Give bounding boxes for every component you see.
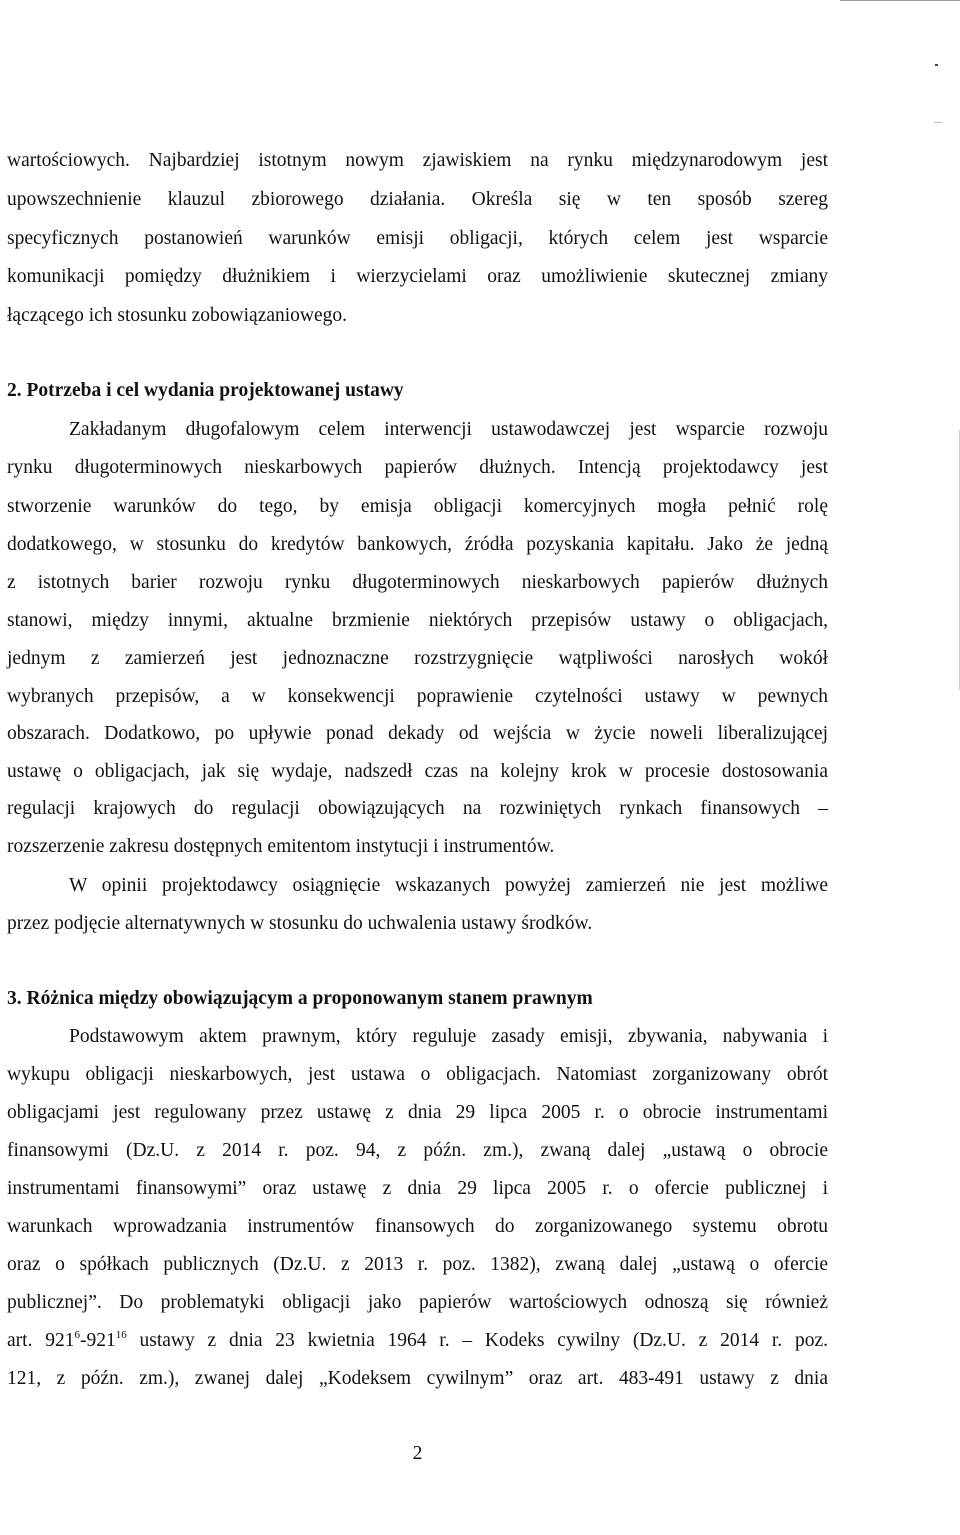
art-pre: art. 921 (7, 1330, 75, 1351)
text-line: instrumentami finansowymi” oraz ustawę z dnia 29 lipca 2005 r. o ofercie publicznej i (7, 1178, 828, 1199)
scan-dash (934, 122, 942, 123)
page-number: 2 (412, 1443, 423, 1464)
text-line: 121, z późn. zm.), zwanej dalej „Kodeksem cywilnym” oraz art. 483-491 ustawy z dnia (7, 1368, 828, 1389)
text-line: obligacjami jest regulowany przez ustawę z dnia 29 lipca 2005 r. o obrocie instrumentami (7, 1102, 828, 1123)
text-line: wybranych przepisów, a w konsekwencji poprawienie czytelności ustawy w pewnych (7, 686, 828, 707)
text-line: łączącego ich stosunku zobowiązaniowego. (7, 305, 348, 326)
scan-edge-line (840, 0, 960, 1)
text-line: Podstawowym aktem prawnym, który reguluje zasady emisji, zbywania, nabywania i (69, 1026, 828, 1047)
text-line: oraz o spółkach publicznych (Dz.U. z 2013 r. poz. 1382), zwaną dalej „ustawą o ofercie (7, 1254, 828, 1275)
text-line: ustawę o obligacjach, jak się wydaje, nadszedł czas na kolejny krok w procesie dostosowania (7, 761, 828, 782)
text-line: publicznej”. Do problematyki obligacji jako papierów wartościowych odnoszą się również (7, 1292, 828, 1313)
text-line: wykupu obligacji nieskarbowych, jest ustawa o obligacjach. Natomiast zorganizowany obrót (7, 1064, 828, 1085)
art-mid: -921 (79, 1330, 116, 1351)
text-line: finansowymi (Dz.U. z 2014 r. poz. 94, z późn. zm.), zwaną dalej „ustawą o obrocie (7, 1140, 828, 1161)
text-line: jednym z zamierzeń jest jednoznaczne rozstrzygnięcie wątpliwości narosłych wokół (7, 648, 828, 669)
art-post: ustawy z dnia 23 kwietnia 1964 r. – Kodeks cywilny (Dz.U. z 2014 r. poz. (126, 1330, 828, 1351)
text-line: z istotnych barier rozwoju rynku długoterminowych nieskarbowych papierów dłużnych (7, 572, 828, 593)
text-line: W opinii projektodawcy osiągnięcie wskazanych powyżej zamierzeń nie jest możliwe (69, 875, 828, 896)
art-superscript-2: 16 (115, 1329, 127, 1341)
text-line: Zakładanym długofalowym celem interwencji ustawodawczej jest wsparcie rozwoju (69, 419, 828, 440)
text-line: rozszerzenie zakresu dostępnych emitentom instytucji i instrumentów. (7, 836, 555, 857)
scan-speck (935, 64, 938, 66)
text-line: rynku długoterminowych nieskarbowych papierów dłużnych. Intencją projektodawcy jest (7, 457, 828, 478)
text-line: stworzenie warunków do tego, by emisja obligacji komercyjnych mogła pełnić rolę (7, 496, 828, 517)
text-line: upowszechnienie klauzul zbiorowego działania. Określa się w ten sposób szereg (7, 189, 828, 210)
text-line: obszarach. Dodatkowo, po upływie ponad dekady od wejścia w życie noweli liberalizującej (7, 723, 828, 744)
section-heading-3: 3. Różnica między obowiązującym a proponowanym stanem prawnym (7, 988, 593, 1009)
text-line: stanowi, między innymi, aktualne brzmienie niektórych przepisów ustawy o obligacjach, (7, 610, 828, 631)
text-line: przez podjęcie alternatywnych w stosunku do uchwalenia ustawy środków. (7, 913, 593, 934)
section-heading-2: 2. Potrzeba i cel wydania projektowanej ustawy (7, 380, 404, 401)
text-line: wartościowych. Najbardziej istotnym nowym zjawiskiem na rynku międzynarodowym jest (7, 150, 828, 171)
text-line: regulacji krajowych do regulacji obowiązujących na rozwiniętych rynkach finansowych – (7, 798, 828, 819)
text-line: dodatkowego, w stosunku do kredytów bankowych, źródła pozyskania kapitału. Jako że jedną (7, 534, 828, 555)
text-line-article (7, 1329, 828, 1353)
art-superscript-1: 6 (74, 1329, 80, 1341)
text-line: warunkach wprowadzania instrumentów finansowych do zorganizowanego systemu obrotu (7, 1216, 828, 1237)
text-line: komunikacji pomiędzy dłużnikiem i wierzycielami oraz umożliwienie skutecznej zmiany (7, 266, 828, 287)
text-line: specyficznych postanowień warunków emisji obligacji, których celem jest wsparcie (7, 228, 828, 249)
